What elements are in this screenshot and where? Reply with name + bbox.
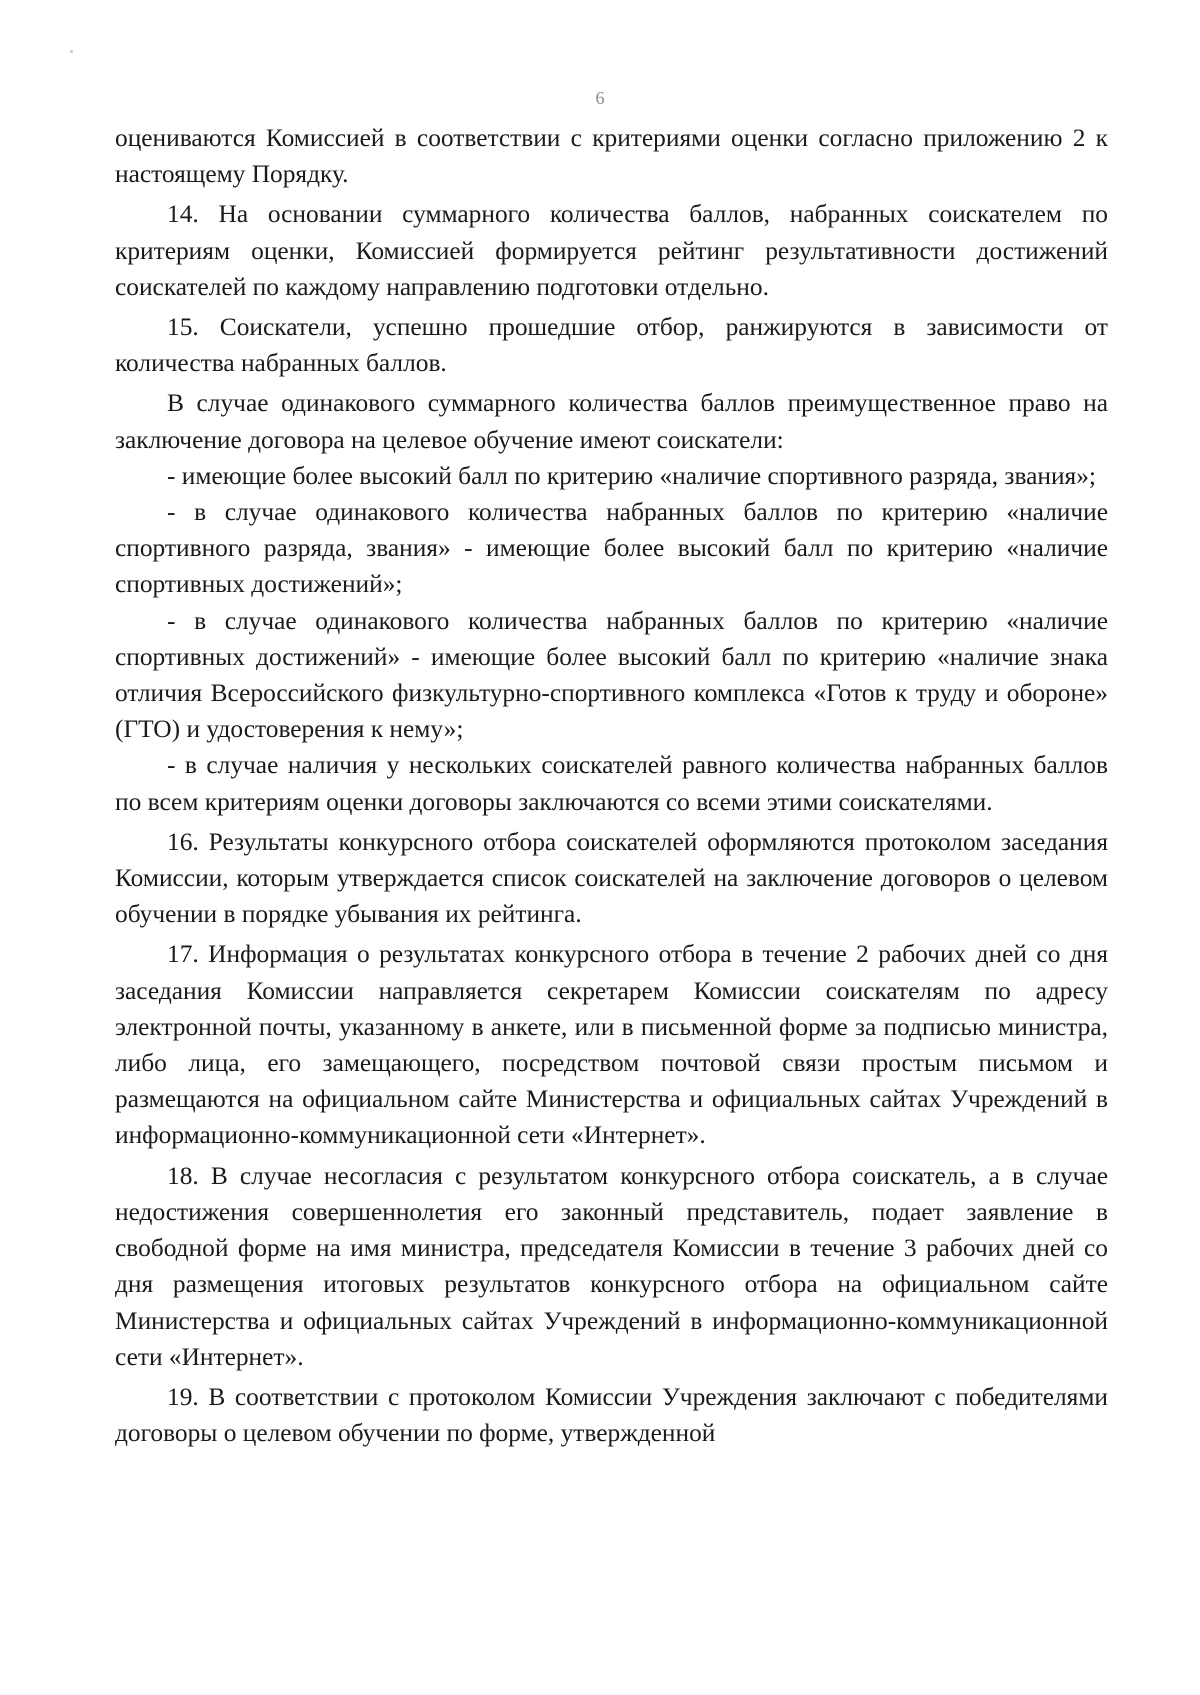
paragraph-19: 19. В соответствии с протоколом Комиссии Учреждения заключают с победителями договоры о целевом обучении по форме, утвержденной	[115, 1382, 1108, 1448]
scan-speck	[70, 50, 73, 53]
paragraph-continuation: оцениваются Комиссией в соответствии с критериями оценки согласно приложению 2 к настоящему Порядку.	[115, 124, 1108, 189]
paragraph-16: 16. Результаты конкурсного отбора соискателей оформляются протоколом заседания Комиссии, которым утверждается список соискателей на заключение договоров о целевом обучении в порядке убывания их рейтинга.	[115, 827, 1108, 929]
paragraph-15: 15. Соискатели, успешно прошедшие отбор, ранжируются в зависимости от количества набранных баллов.	[115, 313, 1108, 378]
page-number: 6	[595, 88, 605, 108]
list-item-rank-title: - имеющие более высокий балл по критерию «наличие спортивного разряда, звания»;	[167, 461, 1096, 490]
document-body	[115, 120, 1108, 1451]
list-item-equal-scores: - в случае наличия у нескольких соискателей равного количества набранных баллов по всем критериям оценки договоры заключаются со всеми этими соискателями.	[115, 751, 1108, 816]
paragraph-14: 14. На основании суммарного количества баллов, набранных соискателем по критериям оценки, Комиссией формируется рейтинг результативности достижений соискателей по каждому направлению подготовки отдельно.	[115, 200, 1108, 301]
list-item-sport-achievements: - в случае одинакового количества набранных баллов по критерию «наличие спортивного разряда, звания» - имеющие более высокий балл по критерию «наличие спортивных достижений»;	[115, 498, 1108, 599]
paragraph-18: 18. В случае несогласия с результатом конкурсного отбора соискатель, а в случае недостижения совершеннолетия его законный представитель, подает заявление в свободной форме на имя министра, председателя Комиссии в течение 3 рабочих дней со дня размещения итоговых результатов конкурсного отбора на официальном сайте Министерства и официальных сайтах Учреждений в информационно-коммуникационной сети «Интернет».	[115, 1161, 1108, 1371]
list-item-gto-badge: - в случае одинакового количества набранных баллов по критерию «наличие спортивных достижений» - имеющие более высокий балл по критерию «наличие знака отличия Всероссийского физкультурно-спортивного комплекса «Готов к труду и обороне» (ГТО) и удостоверения к нему»;	[115, 606, 1108, 744]
paragraph-17: 17. Информация о результатах конкурсного отбора в течение 2 рабочих дней со дня заседания Комиссии направляется секретарем Комиссии соискателям по адресу электронной почты, указанному в анкете, или в письменной форме за подписью министра, либо лица, его замещающего, посредством почтовой связи простым письмом и размещаются на официальном сайте Министерства и официальных сайтах Учреждений в информационно-коммуникационной сети «Интернет».	[115, 940, 1108, 1150]
paragraph-preference-intro: В случае одинакового суммарного количества баллов преимущественное право на заключение договора на целевое обучение имеют соискатели:	[115, 389, 1108, 454]
